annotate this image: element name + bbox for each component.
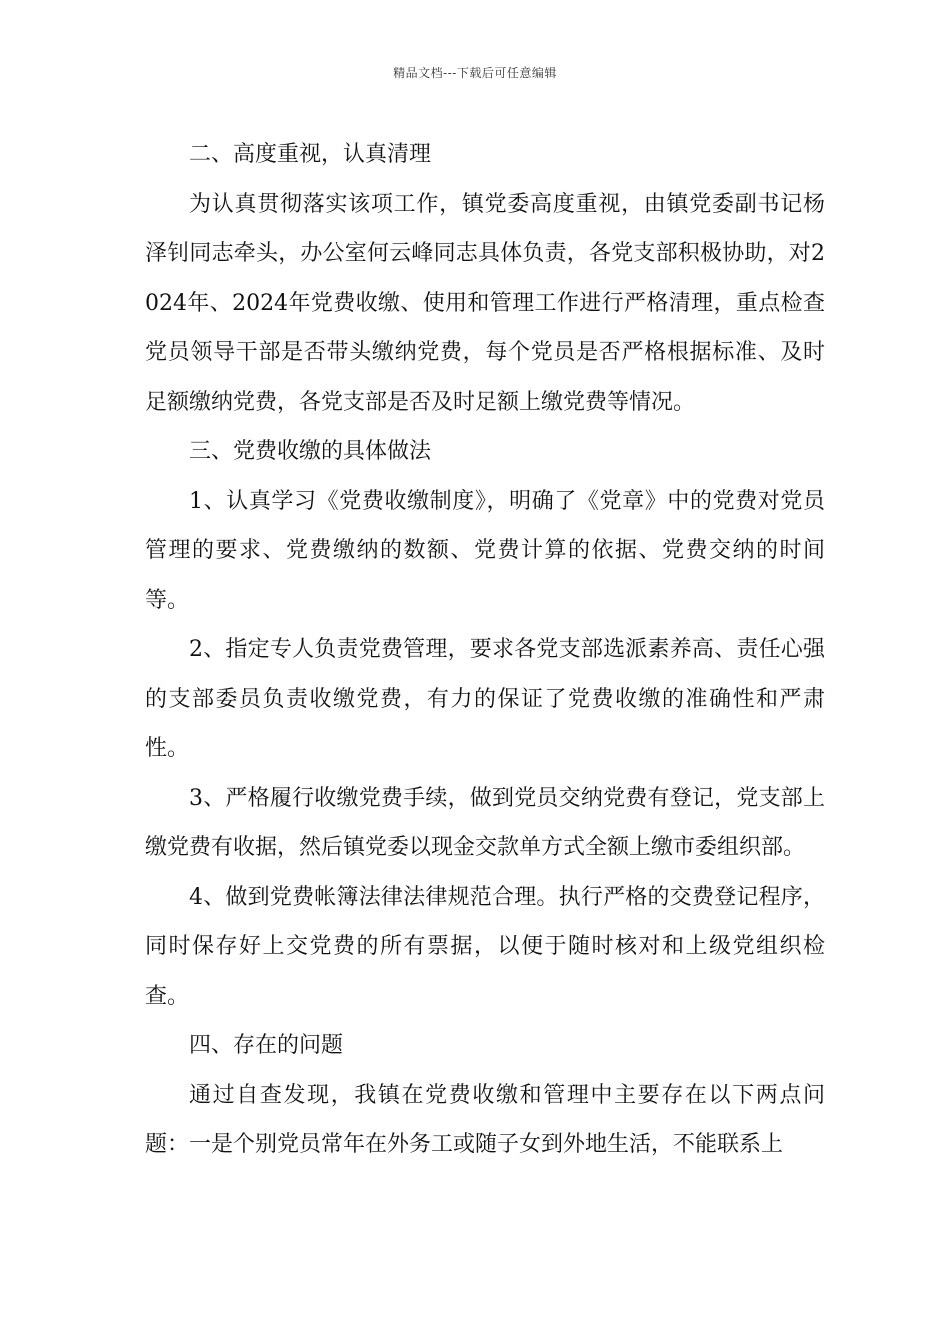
- section-heading-4: 四、存在的问题: [189, 1033, 344, 1058]
- page-header: 精品文档---下载后可任意编辑: [393, 66, 557, 80]
- section-heading-2: 二、高度重视，认真清理: [189, 142, 432, 167]
- paragraph: 4、做到党费帐簿法律法律规范合理。执行严格的交费登记程序，同时保存好上交党费的所有票据，以便于随时核对和上级党组织检查。: [145, 884, 825, 1009]
- paragraph: 3、严格履行收缴党费手续，做到党员交纳党费有登记，党支部上缴党费有收据，然后镇党委以现金交款单方式全额上缴市委组织部。: [145, 785, 825, 860]
- section-heading-3: 三、党费收缴的具体做法: [189, 439, 432, 464]
- document-body: [145, 130, 825, 1170]
- paragraph: 通过自查发现，我镇在党费收缴和管理中主要存在以下两点问题：一是个别党员常年在外务工或随子女到外地生活，不能联系上: [145, 1082, 825, 1157]
- paragraph: 1、认真学习《党费收缴制度》，明确了《党章》中的党费对党员管理的要求、党费缴纳的数额、党费计算的依据、党费交纳的时间等。: [145, 488, 825, 613]
- paragraph: 为认真贯彻落实该项工作，镇党委高度重视，由镇党委副书记杨泽钊同志牵头，办公室何云峰同志具体负责，各党支部积极协助，对2024年、2024年党费收缴、使用和管理工作进行严格清理，重点检查党员领导干部是否带头缴纳党费，每个党员是否严格根据标准、及时足额缴纳党费，各党支部是否及时足额上缴党费等情况。: [145, 191, 825, 415]
- paragraph: 2、指定专人负责党费管理，要求各党支部选派素养高、责任心强的支部委员负责收缴党费，有力的保证了党费收缴的准确性和严肃性。: [145, 637, 825, 761]
